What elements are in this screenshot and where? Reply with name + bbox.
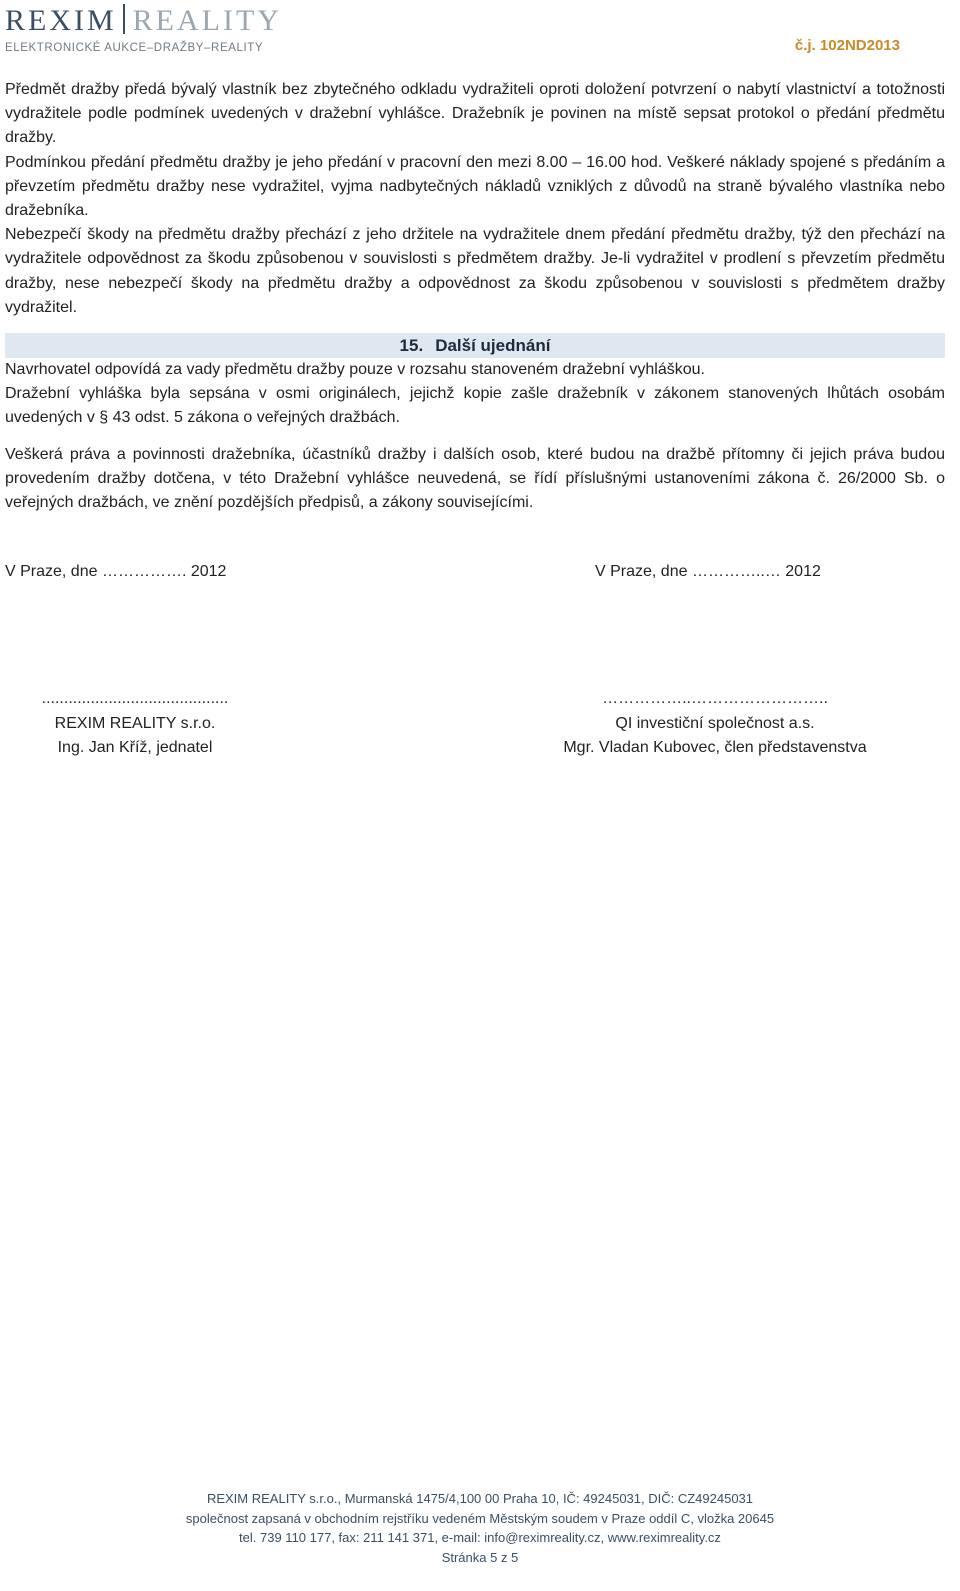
- paragraph-defects: Navrhovatel odpovídá za vady předmětu dražby pouze v rozsahu stanoveném dražební vyhláškou.: [5, 361, 705, 379]
- signatory-name: Ing. Jan Kříž, jednatel: [57, 739, 213, 756]
- logo-tagline: ELEKTRONICKÉ AUKCE–DRAŽBY–REALITY: [5, 42, 264, 54]
- logo-word-rexim: REXIM: [5, 4, 117, 37]
- paragraph-handover: Předmět dražby předá bývalý vlastník bez zbytečného odkladu vydražiteli oproti doložení potvrzení o nabytí vlastnictví a totožnosti vydražitele podle podmínek uvedených v dražební vyhlášce. Dražebník je povinen na místě sepsat protokol o předání předmětu dražby.: [5, 81, 945, 147]
- signature-block-left: [5, 687, 265, 761]
- section-title: Další ujednání: [435, 336, 551, 356]
- document-body: [5, 78, 945, 515]
- date-right: V Praze, dne …………..… 2012: [595, 563, 821, 580]
- signature-block-right: [550, 687, 880, 761]
- date-left: V Praze, dne ……………. 2012: [5, 563, 227, 580]
- signatory-company: QI investiční společnost a.s.: [615, 714, 815, 732]
- page-footer: [0, 1489, 960, 1567]
- paragraph-handover-conditions: Podmínkou předání předmětu dražby je jeho předání v pracovní den mezi 8.00 – 16.00 hod. Veškeré náklady spojené s předáním a převzetím předmětu dražby nese vydražitel, vyjma nadbytečných nákladů vzniklých z důvodů na straně bývalého vlastníka nebo dražebníka.: [5, 153, 945, 220]
- page-number: Stránka 5 z 5: [441, 1549, 519, 1565]
- reference-number: č.j. 102ND2013: [794, 37, 900, 54]
- page-header: [0, 0, 960, 60]
- paragraph-risk-transfer: Nebezpečí škody na předmětu dražby přechází z jeho držitele na vydražitele dnem předání předmětu dražby, týž den přechází na vydražitele odpovědnost za škodu způsobenou v souvislosti s předmětem dražby. Je-li vydražitel v prodlení s převzetím předmětu dražby, nese nebezpečí škody na předmětu dražby a odpovědnost za škodu způsobenou v souvislosti s předmětem dražby vydražitel.: [5, 226, 945, 316]
- logo-divider: [123, 4, 125, 34]
- logo-word-reality: REALITY: [132, 4, 282, 37]
- footer-company-address: REXIM REALITY s.r.o., Murmanská 1475/4,100 00 Praha 10, IČ: 49245031, DIČ: CZ49245031: [206, 1491, 754, 1506]
- signatory-name: Mgr. Vladan Kubovec, člen představenstva: [563, 739, 867, 756]
- rexim-reality-logo: [5, 2, 282, 58]
- signature-line: ……………..……………………..: [602, 690, 828, 707]
- signature-line: ..........................................: [41, 690, 229, 707]
- signatory-company: REXIM REALITY s.r.o.: [54, 714, 216, 732]
- footer-registry: společnost zapsaná v obchodním rejstříku vedeném Městským soudem v Praze oddíl C, vložka 20645: [185, 1510, 775, 1526]
- paragraph-originals: Dražební vyhláška byla sepsána v osmi originálech, jejichž kopie zašle dražebník v zákonem stanovených lhůtách osobám uvedených v § 43 odst. 5 zákona o veřejných dražbách.: [5, 385, 945, 427]
- section-heading: [5, 333, 945, 358]
- section-number: 15.: [399, 336, 424, 356]
- paragraph-rights: Veškerá práva a povinnosti dražebníka, účastníků dražby i dalších osob, které budou na dražbě přítomny či jejich práva budou provedením dražby dotčena, v této Dražební vyhlášce neuvedená, se řídí příslušnými ustanoveními zákona č. 26/2000 Sb. o veřejných dražbách, ve znění pozdějších předpisů, a zákony souvisejícími.: [5, 445, 945, 512]
- logo-wordmark: [5, 4, 282, 38]
- footer-contact: tel. 739 110 177, fax: 211 141 371, e-mail: info@reximreality.cz, www.reximreality.cz: [239, 1530, 721, 1545]
- paragraph-gap: [5, 431, 945, 443]
